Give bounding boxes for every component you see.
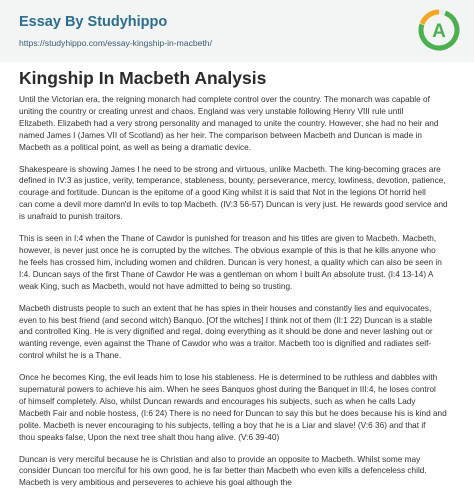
paragraph-line: Duncan is very merciful because he is Christian and also to provide an opposite to Macbeth. Whilst some may [19,454,421,464]
article-paragraph [19,303,459,363]
paragraph-line: Macbeth is very ambitious and perseveres to achieve his goal although the [19,478,292,488]
paragraph-line: Shakespeare is showing James I he need to be strong and virtuous, unlike Macbeth. The king-becoming graces are [19,164,441,174]
paragraph-line: he feels has crossed him, including women and children. Duncan is very honest, a quality which can also be seen in [19,257,442,267]
paragraph-line: courage and fortitude. Duncan is the epitome of a good King whilst it is said that Not in the legions Of horrid hell [19,188,426,198]
site-header [0,0,474,62]
article-title: Kingship In Macbeth Analysis [19,68,267,88]
article-paragraph [19,164,459,224]
paragraph-line: Macbeth distrusts people to such an extent that he has spies in their houses and constantly lies and equivocates, [19,303,432,313]
article-paragraph [19,233,459,293]
paragraph-line: and controlled King. He is very dignified and regal, doing everything as it should be done and never lashing out or [19,327,433,337]
paragraph-line: Macbeth Fair and noble hostess, (I:6 24) There is no need for Duncan to say this but he does because his is kind and [19,408,447,418]
paragraph-line: is unafraid to punish traitors. [19,212,123,222]
paragraph-line: weak King, such as Macbeth, would not have admitted to being so trusting. [19,281,293,291]
paragraph-line: This is seen in I:4 when the Thane of Cawdor is punished for treason and his titles are given to Macbeth. Macbeth, [19,234,437,244]
article-paragraph [19,372,459,443]
paragraph-line: Macbeth as a political point, as well as being a dramatic device. [19,142,252,152]
paragraph-line: of himself completely. Also, whilst Duncan rewards and encourages his subjects, such as when he calls Lady [19,396,416,406]
paragraph-line: uniting the country or creating unrest and chaos. England was very unstable following Henry VIII rule until [19,106,404,116]
paragraph-line: named James I (James VII of Scotland) as her heir. The comparison between Macbeth and Duncan is made in [19,130,422,140]
site-brand[interactable]: Essay By Studyhippo [19,14,168,30]
paragraph-line: defined in IV:3 as justice, verity, temperance, stableness, bounty, perseverance, mercy, lowliness, devotion, patience, [19,176,446,186]
article-url[interactable]: https://studyhippo.com/essay-kingship-in-macbeth/ [19,38,212,48]
paragraph-line: even to his best friend (and second witch) Banquo. [Of the witches] I think not of them (II:1 22) Duncan is a stable [19,315,433,325]
paragraph-line: thou speaks false, Upon the next tree shalt thou hang alive. (V:6 39-40) [19,432,280,442]
article-paragraph [19,454,459,490]
paragraph-line: Once he becomes King, the evil leads him to lose his stableness. He is determined to be ruthless and dabbles with [19,373,438,383]
paragraph-line: Until the Victorian era, the reigning monarch had complete control over the country. The monarch was capable of [19,95,430,104]
paragraph-line: Elizabeth. Elizabeth had a very strong personality and managed to unite the country. However, she had no heir and [19,118,439,128]
paragraph-line: supernatural powers to achieve his aim. When he sees Banquos ghost during the Banquet in III:4, he loses control [19,385,436,395]
paragraph-line: control whilst he is a Thane. [19,351,122,361]
paragraph-line: wanting revenge, even against the Thane of Cawdor who was a traitor. Macbeth too is dignified and radiates self- [19,339,432,349]
logo-letter: A [432,21,446,42]
paragraph-line: consider Duncan too merciful for his own good, he is far better than Macbeth who even kills a defenceless child. [19,466,427,476]
paragraph-line: I:4. Duncan says of the first Thane of Cawdor He was a gentleman on whom I built An absolute trust. (I:4 13-14) A [19,269,434,279]
paragraph-line: however, is never just once he is corrupted by the witches. The obvious example of this is that he kills anyone who [19,245,436,255]
paragraph-line: polite. Macbeth is never encouraging to his subjects, telling a boy that he is a Liar and slave! (V:6 36) and that if [19,420,426,430]
article-body [19,94,459,499]
paragraph-line: can come a devil more damn'd In evils to top Macbeth. (IV:3 56-57) Duncan is very just. He rewards good service and [19,200,448,210]
article-paragraph [19,94,459,154]
studyhippo-logo-icon[interactable] [417,8,461,52]
